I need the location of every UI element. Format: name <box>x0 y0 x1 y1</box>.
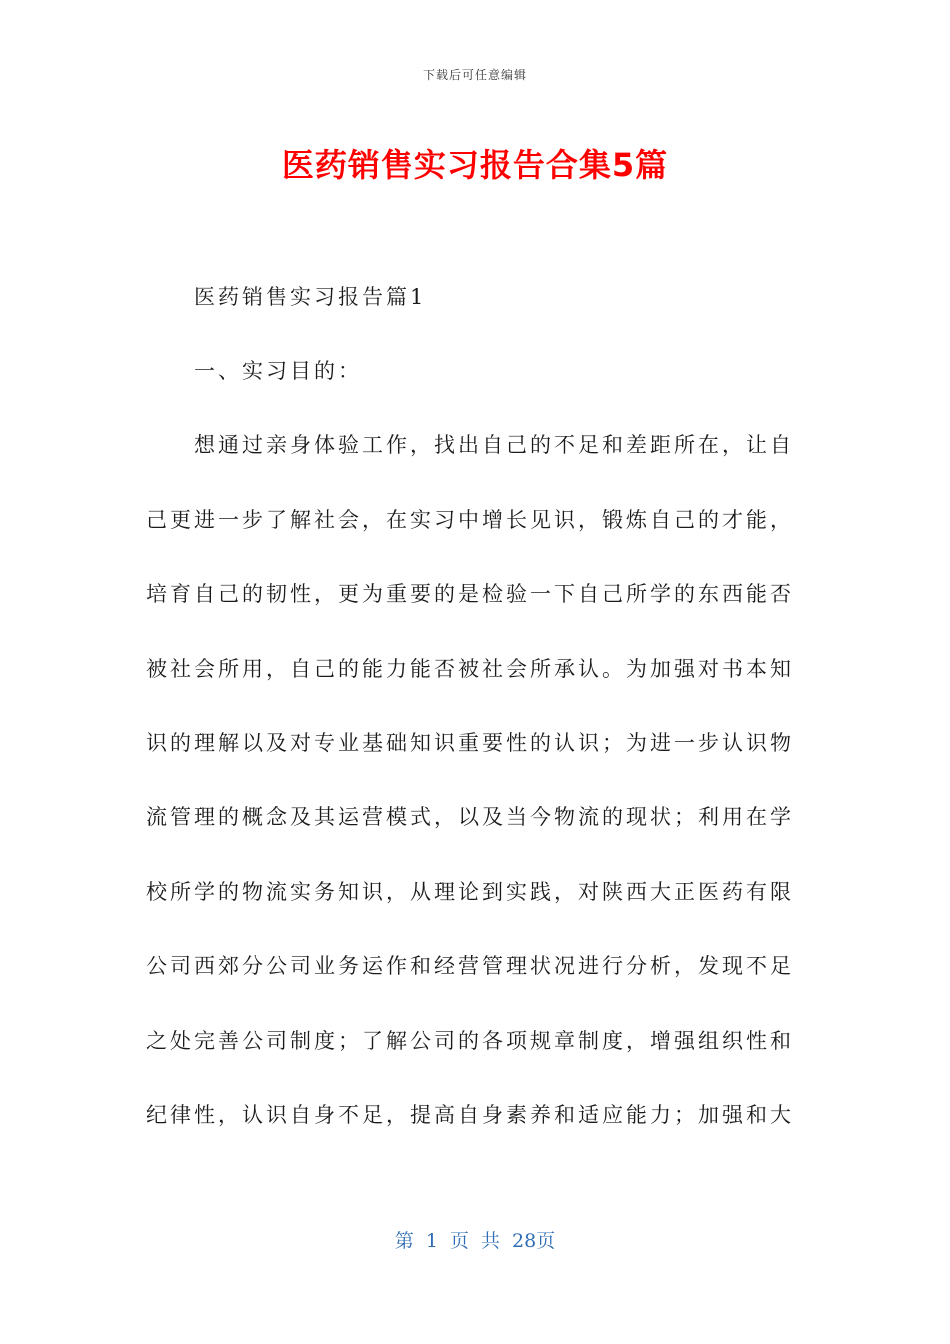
section-heading: 医药销售实习报告篇1 <box>194 285 427 309</box>
paragraph-line: 之处完善公司制度；了解公司的各项规章制度，增强组织性和 <box>146 1029 794 1053</box>
paragraph-line: 识的理解以及对专业基础知识重要性的认识；为进一步认识物 <box>146 731 794 755</box>
paragraph-line: 被社会所用，自己的能力能否被社会所承认。为加强对书本知 <box>146 657 794 681</box>
subheading: 一、实习目的： <box>194 359 362 383</box>
document-title: 医药销售实习报告合集5篇 <box>281 146 669 184</box>
paragraph-line: 纪律性，认识自身不足，提高自身素养和适应能力；加强和大 <box>146 1103 794 1127</box>
header-note: 下载后可任意编辑 <box>422 68 527 82</box>
paragraph-line: 流管理的概念及其运营模式，以及当今物流的现状；利用在学 <box>146 805 794 829</box>
paragraph-line: 想通过亲身体验工作，找出自己的不足和差距所在，让自 <box>194 433 794 457</box>
page-number: 第 1 页 共 28页 <box>394 1230 556 1252</box>
paragraph-line: 公司西郊分公司业务运作和经营管理状况进行分析，发现不足 <box>146 954 794 978</box>
paragraph-line: 己更进一步了解社会，在实习中增长见识，锻炼自己的才能， <box>146 508 794 532</box>
paragraph-line: 校所学的物流实务知识，从理论到实践，对陕西大正医药有限 <box>146 880 794 904</box>
paragraph-line: 培育自己的韧性，更为重要的是检验一下自己所学的东西能否 <box>146 582 794 606</box>
